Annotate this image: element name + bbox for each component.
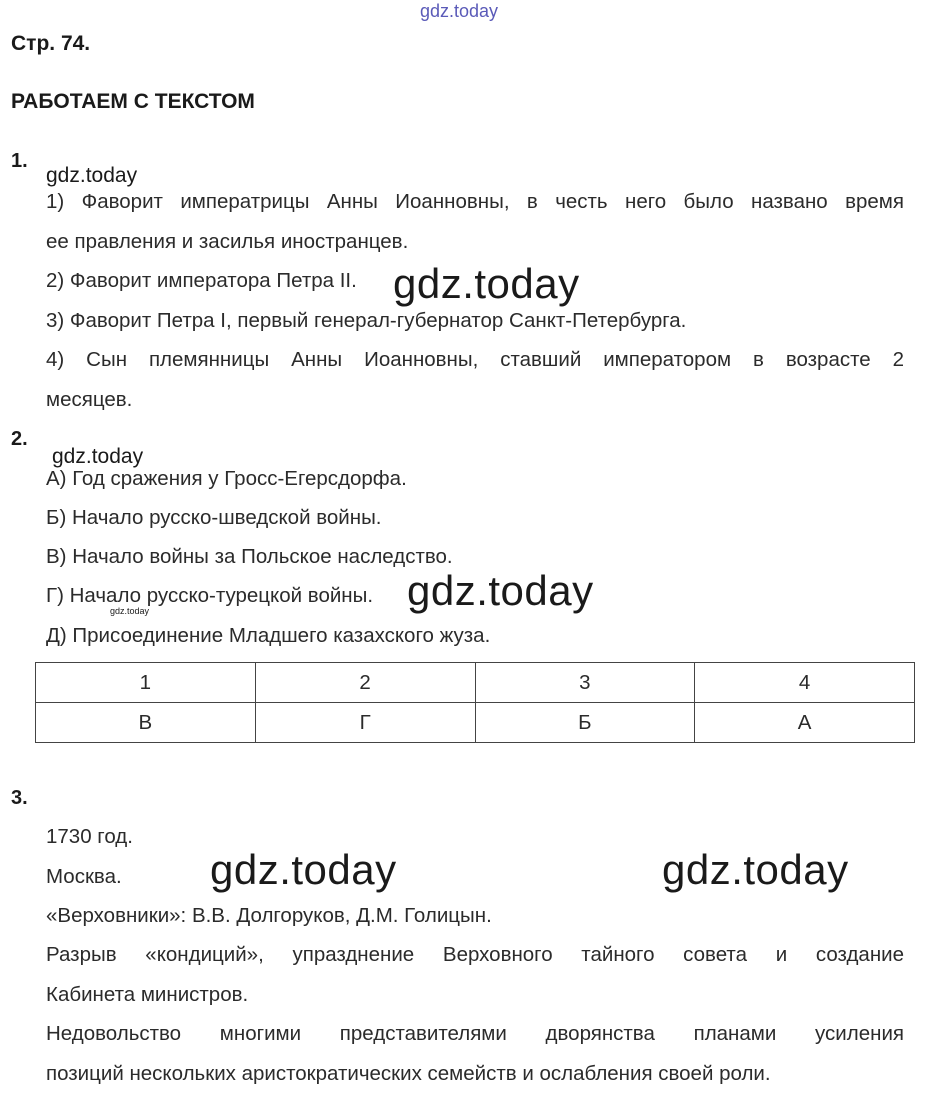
table-value-cell: Г: [255, 703, 475, 743]
table-header-cell: 3: [475, 663, 695, 703]
watermark-large: gdz.today: [407, 567, 594, 614]
answer-table-header-row: [36, 663, 915, 703]
table-value-cell: В: [36, 703, 256, 743]
task-3-line: позиций нескольких аристократических семейств и ослабления своей роли.: [46, 1062, 771, 1085]
answer-table-value-row: [36, 703, 915, 743]
task-3-line: Недовольство многими представителями дворянства планами усиления: [46, 1022, 904, 1045]
table-header-cell: 2: [255, 663, 475, 703]
task-1-number: 1.: [11, 150, 28, 172]
task-3-line: 1730 год.: [46, 825, 133, 848]
task-2-line: Б) Начало русско-шведской войны.: [46, 506, 382, 529]
task-3-line: Москва.: [46, 865, 122, 888]
task-2-line: В) Начало войны за Польское наследство.: [46, 545, 453, 568]
task-2-number: 2.: [11, 428, 28, 450]
table-value-cell: Б: [475, 703, 695, 743]
task-1-line: 1) Фаворит императрицы Анны Иоанновны, в честь него было названо время: [46, 190, 904, 213]
watermark-small: gdz.today: [52, 445, 144, 468]
task-2-line: Д) Присоединение Младшего казахского жуза.: [46, 624, 491, 647]
task-1-line: 3) Фаворит Петра I, первый генерал-губернатор Санкт-Петербурга.: [46, 309, 687, 332]
task-3-line: Кабинета министров.: [46, 983, 249, 1006]
task-1-line: месяцев.: [46, 388, 133, 411]
watermark-small: gdz.today: [46, 164, 138, 187]
task-3-line: «Верховники»: В.В. Долгоруков, Д.М. Голицын.: [46, 904, 492, 927]
task-2-line: Г) Начало русско-турецкой войны.: [46, 584, 374, 607]
table-header-cell: 4: [695, 663, 915, 703]
watermark-large: gdz.today: [393, 260, 580, 307]
section-title: РАБОТАЕМ С ТЕКСТОМ: [11, 90, 255, 113]
table-header-cell: 1: [36, 663, 256, 703]
answer-table: [35, 662, 915, 743]
watermark-large: gdz.today: [210, 846, 397, 893]
watermark-tiny: gdz.today: [110, 606, 150, 616]
task-2-line: А) Год сражения у Гросс-Егерсдорфа.: [46, 467, 407, 490]
watermark-top: gdz.today: [420, 1, 499, 21]
task-3-line: Разрыв «кондиций», упразднение Верховного тайного совета и создание: [46, 943, 904, 966]
task-3-number: 3.: [11, 787, 28, 809]
task-1-line: 2) Фаворит императора Петра II.: [46, 269, 357, 292]
table-value-cell: А: [695, 703, 915, 743]
page-reference: Стр. 74.: [11, 32, 91, 55]
task-1-line: 4) Сын племянницы Анны Иоанновны, ставший императором в возрасте 2: [46, 348, 904, 371]
task-1-line: ее правления и засилья иностранцев.: [46, 230, 409, 253]
watermark-large: gdz.today: [662, 846, 849, 893]
